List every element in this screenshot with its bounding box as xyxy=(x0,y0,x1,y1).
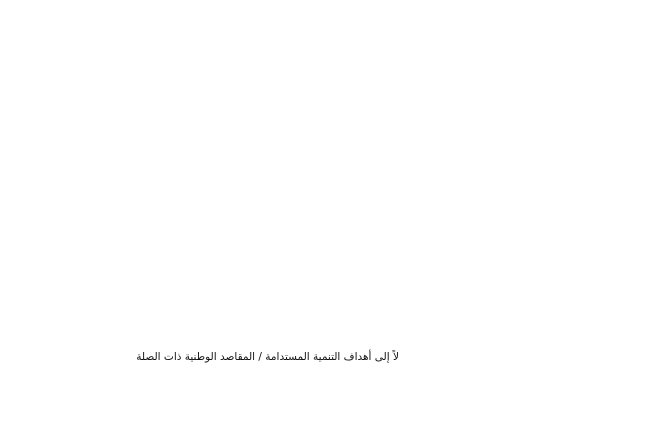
overflow-text-line: لاً إلى أهداف التنمية المستدامة / المقاصد الوطنية ذات الصلة xyxy=(136,351,399,363)
